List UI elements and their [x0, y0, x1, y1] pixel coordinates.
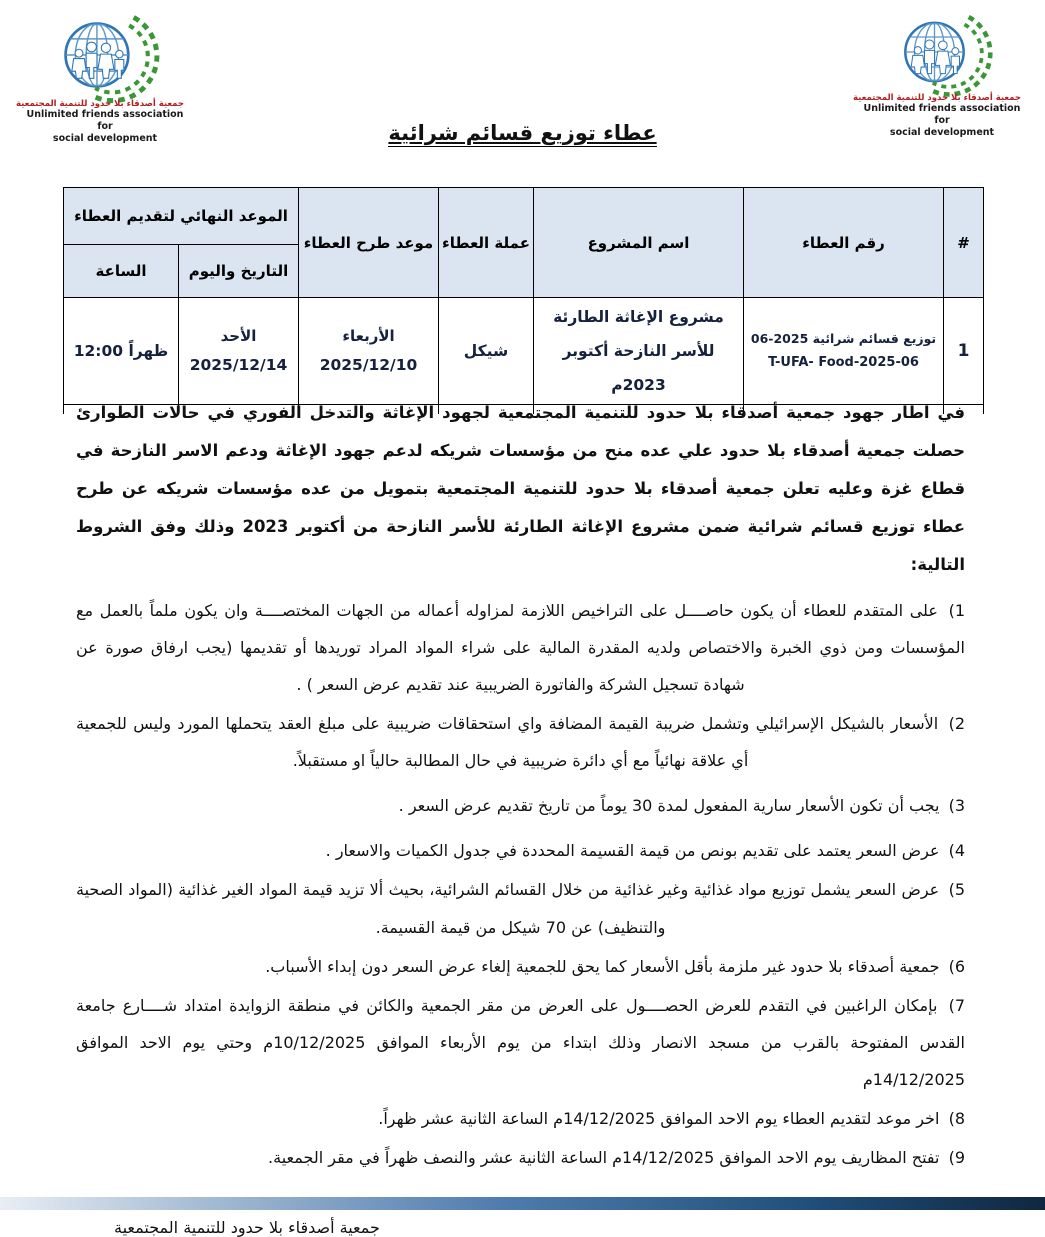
condition-text: يجب أن تكون الأسعار سارية المفعول لمدة 30 يوماً من تاريخ تقديم عرض السعر .	[398, 796, 940, 816]
condition-item-1	[76, 592, 965, 703]
condition-item-8	[76, 1100, 965, 1137]
col-header-index: #	[944, 188, 984, 298]
intro-paragraph: في اطار جهود جمعية أصدقاء بلا حدود للتنمية المجتمعية لجهود الإغاثة والتدخل الفوري في حالات الطوارئ حصلت جمعية أصدقاء بلا حدود علي عده منح من مؤسسات شريكه لدعم جهود الإغاثة ودعم الاسر النازحة في قطاع غزة وعليه تعلن جمعية أصدقاء بلا حدود للتنمية المجتمعية بتمويل من عده مؤسسات شريكه عن طرح عطاء توزيع قسائم شرائية ضمن مشروع الإغاثة الطارئة للأسر النازحة من أكتوبر 2023 وذلك وفق الشروط التالية:	[76, 403, 965, 574]
condition-text: على المتقدم للعطاء أن يكون حاصــــل على التراخيص اللازمة لمزاوله أعماله من الجهات المختصــــة وان يكون ملماً بالعمل مع المؤسسات ومن ذوي الخبرة والاختصاص ولديه المقدرة المالية على شراء المواد المراد توريدها أو تقديمها (يجب ارفاق صورة عن شهادة تسجيل الشركة والفاتورة الضريبية عند تقديم عرض السعر ) .	[76, 600, 965, 694]
cell-currency: شيكل	[439, 298, 534, 405]
condition-number: 5)	[948, 880, 965, 900]
org-logo-right	[853, 12, 1021, 139]
col-header-deadline-hour: الساعة	[64, 245, 179, 298]
page-title: عطاء توزيع قسائم شرائية	[388, 121, 657, 145]
col-header-announce-date: موعد طرح العطاء	[299, 188, 439, 298]
logo-arabic-name: جمعية أصدقاء بلا حدود للتنمية المجتمعية	[853, 93, 1021, 103]
condition-text: عرض السعر يعتمد على تقديم بونص من قيمة القسيمة المحددة في جدول الكميات والاسعار .	[325, 841, 940, 861]
condition-text: بإمكان الراغبين في التقدم للعرض الحصــــول على العرض من مقر الجمعية والكائن في منطقة الزوايدة امتداد شــــارع جامعة القدس المفتوحة بالقرب من مسجد الانصار وذلك ابتداء من يوم الأربعاء الموافق 10/12/2025م وحتي يوم الاحد الموافق 14/12/2025م	[76, 995, 965, 1089]
col-header-currency: عملة العطاء	[439, 188, 534, 298]
cell-deadline-time: 12:00 ظهراً	[64, 298, 179, 405]
cell-deadline-date: الأحد 2025/12/14	[179, 298, 299, 405]
condition-number: 4)	[948, 841, 965, 861]
tender-summary-table	[63, 187, 984, 414]
condition-item-6	[76, 948, 965, 985]
col-header-project-name: اسم المشروع	[534, 188, 744, 298]
condition-item-9	[76, 1139, 965, 1176]
signature-line: جمعية أصدقاء بلا حدود للتنمية المجتمعية	[114, 1218, 380, 1237]
col-header-deadline: الموعد النهائي لتقديم العطاء	[64, 188, 299, 245]
condition-text: عرض السعر يشمل توزيع مواد غذائية وغير غذائية من خلال القسائم الشرائية، بحيث ألا تزيد قيمة المواد الغير غذائية (المواد الصحية والتنظيف) عن 70 شيكل من قيمة القسيمة.	[76, 880, 940, 937]
condition-number: 7)	[948, 995, 965, 1015]
globe-family-logo-icon	[886, 12, 998, 92]
logo-english-name: Unlimited friends association for social development	[26, 109, 184, 144]
condition-text: جمعية أصدقاء بلا حدود غير ملزمة بأقل الأسعار كما يحق للجمعية إلغاء عرض السعر دون إبداء الأسباب.	[265, 956, 940, 976]
document-body	[76, 394, 965, 1237]
cell-index: 1	[944, 298, 984, 405]
condition-text: تفتح المظاريف يوم الاحد الموافق 14/12/2025م الساعة الثانية عشر والنصف ظهراً في مقر الجمعية.	[268, 1148, 940, 1168]
condition-item-7	[76, 987, 965, 1098]
condition-number: 3)	[948, 796, 965, 816]
table-row	[64, 298, 984, 405]
condition-number: 1)	[948, 600, 965, 620]
condition-item-3	[76, 787, 965, 824]
condition-item-2	[76, 705, 965, 779]
logo-english-name: Unlimited friends association for social development	[863, 103, 1021, 138]
globe-family-logo-icon	[45, 12, 165, 98]
cell-announce-date: الأربعاء 2025/12/10	[299, 298, 439, 405]
condition-number: 2)	[948, 714, 965, 734]
cell-project-name: مشروع الإغاثة الطارئة للأسر النازحة أكتوبر 2023م	[534, 298, 744, 405]
condition-number: 9)	[948, 1148, 965, 1168]
condition-text: اخر موعد لتقديم العطاء يوم الاحد الموافق 14/12/2025م الساعة الثانية عشر ظهراً.	[378, 1109, 940, 1129]
condition-item-5	[76, 871, 965, 945]
condition-text: الأسعار بالشيكل الإسرائيلي وتشمل ضريبة القيمة المضافة واي استحقاقات ضريبية على مبلغ العقد يتحملها المورد وليس للجمعية أي علاقة نهائياً مع أي دائرة ضريبية في حال المطالبة حالياً او مستقبلاً.	[76, 714, 939, 771]
footer-decoration-bar	[0, 1197, 1045, 1210]
logo-arabic-name: جمعية أصدقاء بلا حدود للتنمية المجتمعية	[16, 99, 184, 109]
col-header-tender-number: رقم العطاء	[744, 188, 944, 298]
cell-tender-number: توزيع قسائم شرائية 2025-06 T-UFA- Food-2025-06	[744, 298, 944, 405]
col-header-deadline-date-day: التاريخ واليوم	[179, 245, 299, 298]
condition-number: 8)	[948, 1109, 965, 1129]
condition-item-4	[76, 832, 965, 869]
condition-number: 6)	[948, 956, 965, 976]
